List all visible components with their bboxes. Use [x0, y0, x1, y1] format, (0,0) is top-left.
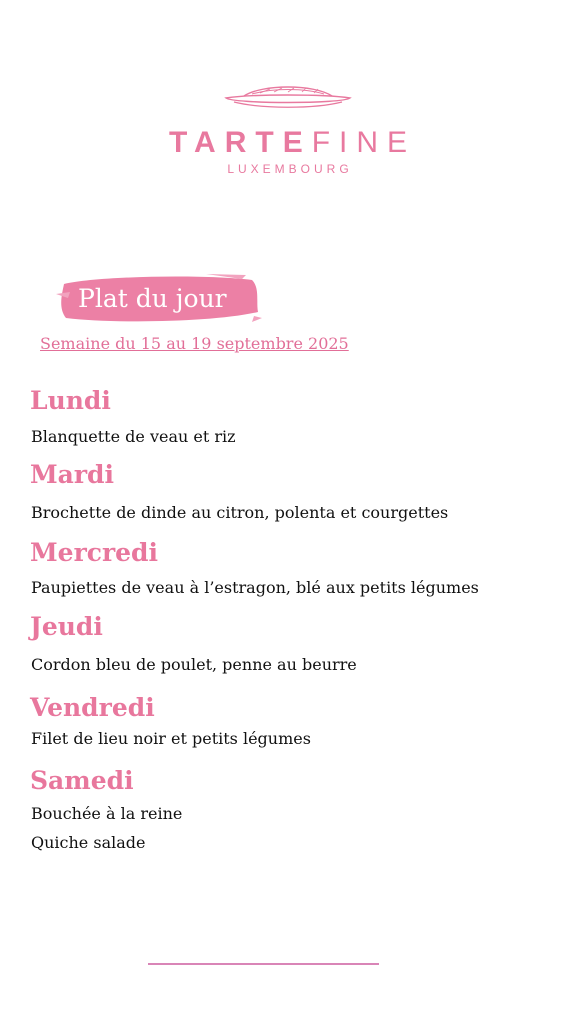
day-title: Mardi	[30, 460, 115, 489]
dish-item: Bouchée à la reine	[31, 804, 183, 823]
day-title: Samedi	[30, 766, 134, 795]
day-title: Vendredi	[30, 693, 155, 722]
dish-item: Cordon bleu de poulet, penne au beurre	[31, 655, 357, 674]
brand-name	[0, 126, 576, 160]
dish-item: Brochette de dinde au citron, polenta et courgettes	[31, 503, 449, 522]
tart-icon	[222, 82, 354, 112]
day-title: Mercredi	[30, 538, 159, 567]
day-title: Lundi	[30, 386, 111, 415]
brand-name-part2: FINE	[311, 126, 417, 159]
plat-du-jour-badge	[56, 272, 262, 328]
dish-item: Paupiettes de veau à l’estragon, blé aux petits légumes	[31, 578, 479, 597]
day-title: Jeudi	[30, 612, 103, 641]
badge-label: Plat du jour	[78, 284, 227, 313]
dish-item: Filet de lieu noir et petits légumes	[31, 729, 311, 748]
footer-divider	[148, 963, 379, 965]
brand-location: LUXEMBOURG	[227, 162, 353, 176]
brand-logo	[0, 82, 576, 176]
dish-item: Blanquette de veau et riz	[31, 427, 236, 446]
dish-item: Quiche salade	[31, 833, 146, 852]
week-range: Semaine du 15 au 19 septembre 2025	[40, 334, 349, 353]
brand-name-part1: TARTE	[168, 126, 312, 159]
